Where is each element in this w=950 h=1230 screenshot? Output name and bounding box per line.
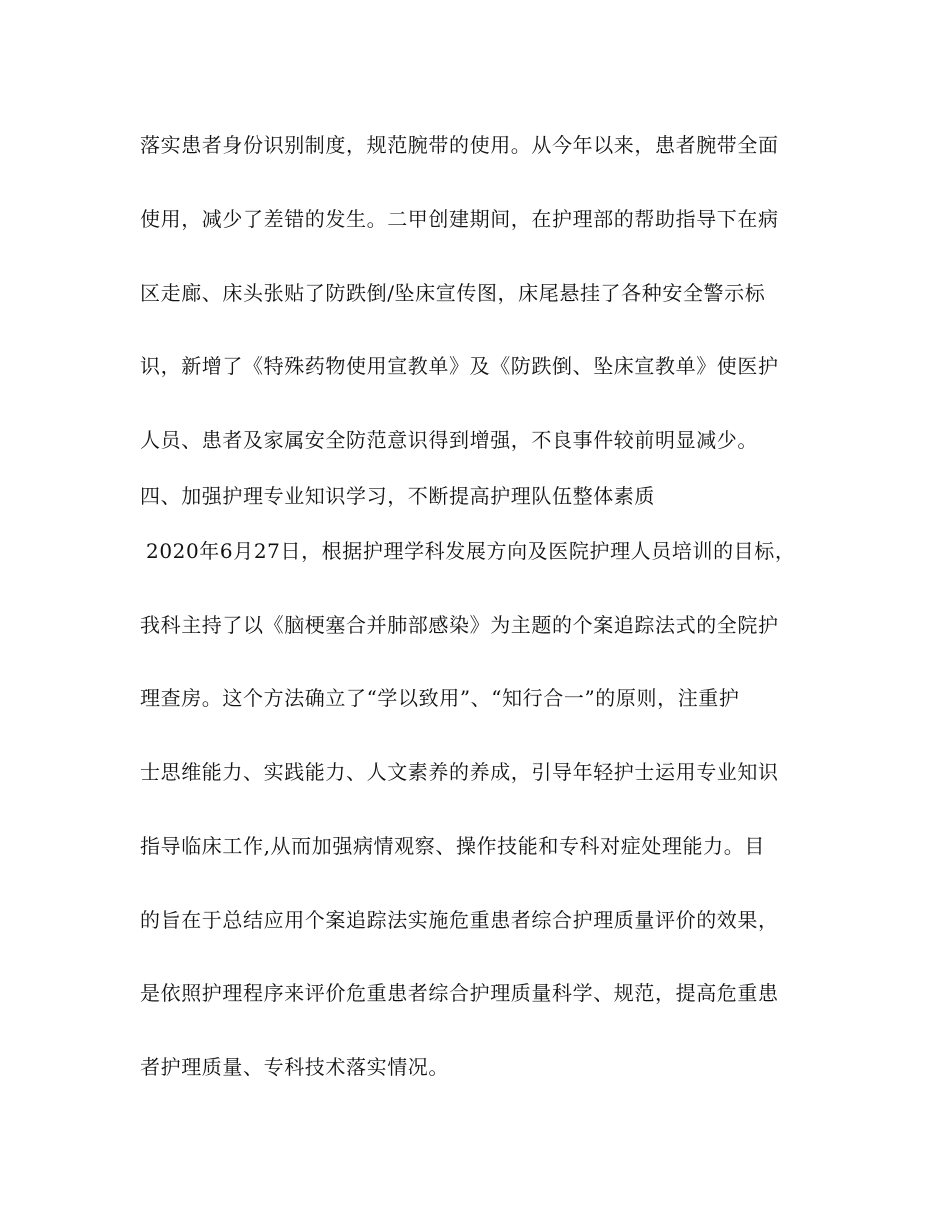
paragraph-line: 指导临床工作,从而加强病情观察、操作技能和专科对症处理能力。目 [140,834,765,858]
section-heading: 四、加强护理专业知识学习，不断提高护理队伍整体素质 [140,484,655,508]
paragraph-line: 落实患者身份识别制度，规范腕带的使用。从今年以来，患者腕带全面 [140,133,779,157]
paragraph-line: 的旨在于总结应用个案追踪法实施危重患者综合护理质量评价的效果， [140,908,779,932]
paragraph-line: 2020年6月27日，根据护理学科发展方向及医院护理人员培训的目标， [146,539,796,563]
paragraph-line: 区走廊、床头张贴了防跌倒/坠床宣传图，床尾悬挂了各种安全警示标 [140,281,766,305]
paragraph-line: 者护理质量、专科技术落实情况。 [140,1055,449,1079]
paragraph-line: 识，新增了《特殊药物使用宣教单》及《防跌倒、坠床宣教单》使医护 [140,354,779,378]
paragraph-line: 是依照护理程序来评价危重患者综合护理质量科学、规范，提高危重患 [140,981,779,1005]
paragraph-line: 使用，减少了差错的发生。二甲创建期间，在护理部的帮助指导下在病 [140,207,779,231]
paragraph-line: 理查房。这个方法确立了“学以致用”、“知行合一”的原则，注重护 [140,686,740,710]
paragraph-line: 我科主持了以《脑梗塞合并肺部感染》为主题的个案追踪法式的全院护 [140,613,779,637]
paragraph-line: 人员、患者及家属安全防范意识得到增强，不良事件较前明显减少。 [140,428,758,452]
paragraph-line: 士思维能力、实践能力、人文素养的养成，引导年轻护士运用专业知识 [140,760,779,784]
